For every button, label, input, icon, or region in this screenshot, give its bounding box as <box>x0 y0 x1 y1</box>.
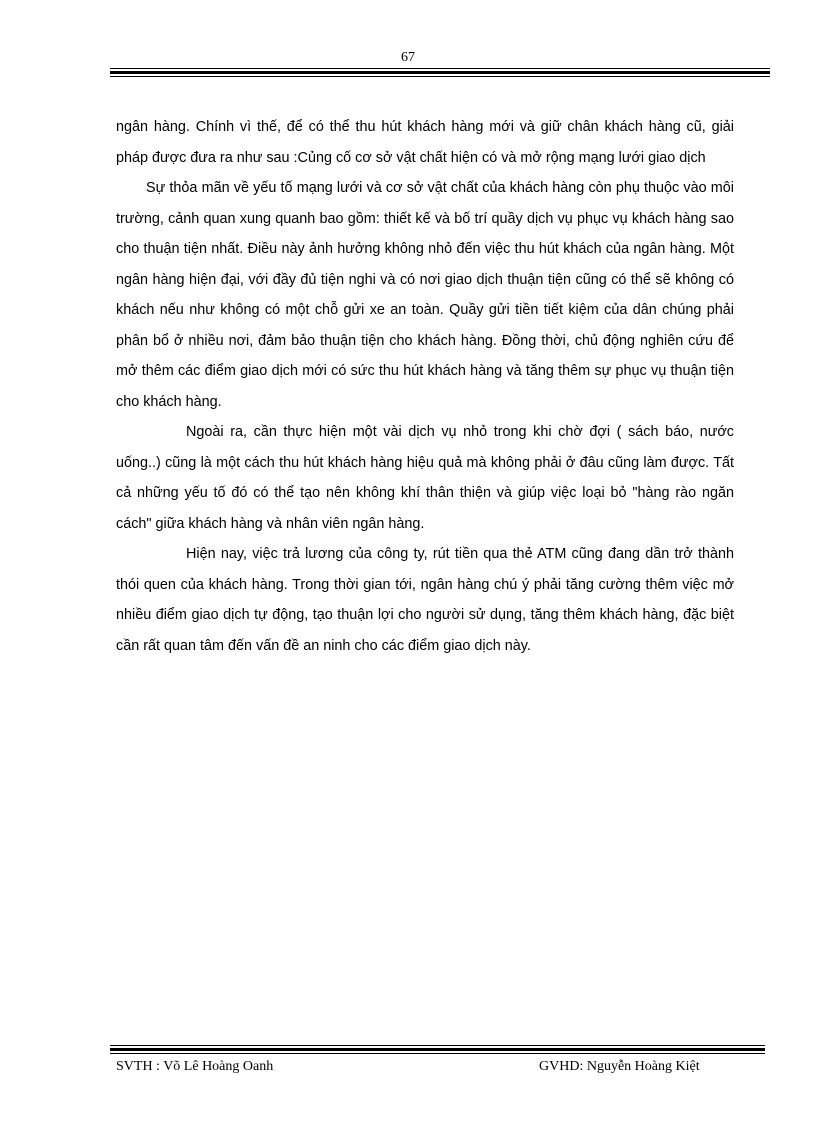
footer-advisor: GVHD: Nguyễn Hoàng Kiệt <box>539 1059 700 1074</box>
footer-divider-bottom <box>110 1053 765 1054</box>
header-divider-bottom <box>110 76 770 77</box>
paragraph-2: Sự thỏa mãn về yếu tố mạng lưới và cơ sở vật chất của khách hàng còn phụ thuộc vào môi trường, cảnh quan xung quanh bao gồm: thiết kế và bố trí quầy dịch vụ phục vụ khách hàng sao cho thuận tiện nhất. Điều này ảnh hưởng không nhỏ đến việc thu hút khách của ngân hàng. Một ngân hàng hiện đại, với đầy đủ tiện nghi và có nơi giao dịch thuận tiện cũng có thể sẽ không có khách nếu như không có một chỗ gửi xe an toàn. Quầy gửi tiền tiết kiệm của dân chúng phải phân bổ ở nhiều nơi, đảm bảo thuận tiện cho khách hàng. Đồng thời, chủ động nghiên cứu để mở thêm các điểm giao dịch mới có sức thu hút khách hàng và tăng thêm sự phục vụ thuận tiện cho khách hàng. <box>116 180 734 410</box>
paragraph-1: ngân hàng. Chính vì thế, để có thể thu hút khách hàng mới và giữ chân khách hàng cũ, giải pháp được đưa ra như sau :Củng cố cơ sở vật chất hiện có và mở rộng mạng lưới giao dịch <box>116 119 734 166</box>
paragraph-4: Hiện nay, việc trả lương của công ty, rút tiền qua thẻ ATM cũng đang dần trở thành thói quen của khách hàng. Trong thời gian tới, ngân hàng chú ý phải tăng cường thêm việc mở nhiều điểm giao dịch tự động, tạo thuận lợi cho người sử dụng, tăng thêm khách hàng, đặc biệt cần rất quan tâm đến vấn đề an ninh cho các điểm giao dịch này. <box>116 546 734 654</box>
footer-student: SVTH : Võ Lê Hoàng Oanh <box>116 1059 274 1074</box>
document-body <box>116 112 734 661</box>
footer-divider-middle <box>110 1048 765 1051</box>
header-divider-top <box>110 68 770 69</box>
header-divider-middle <box>110 71 770 74</box>
footer-divider-top <box>110 1045 765 1046</box>
paragraph-3: Ngoài ra, cần thực hiện một vài dịch vụ nhỏ trong khi chờ đợi ( sách báo, nước uống..) cũng là một cách thu hút khách hàng hiệu quả mà không phải ở đâu cũng làm được. Tất cả những yếu tố đó có thể tạo nên không khí thân thiện và giúp việc loại bỏ "hàng rào ngăn cách" giữa khách hàng và nhân viên ngân hàng. <box>116 424 734 532</box>
page-number: 67 <box>401 50 415 65</box>
